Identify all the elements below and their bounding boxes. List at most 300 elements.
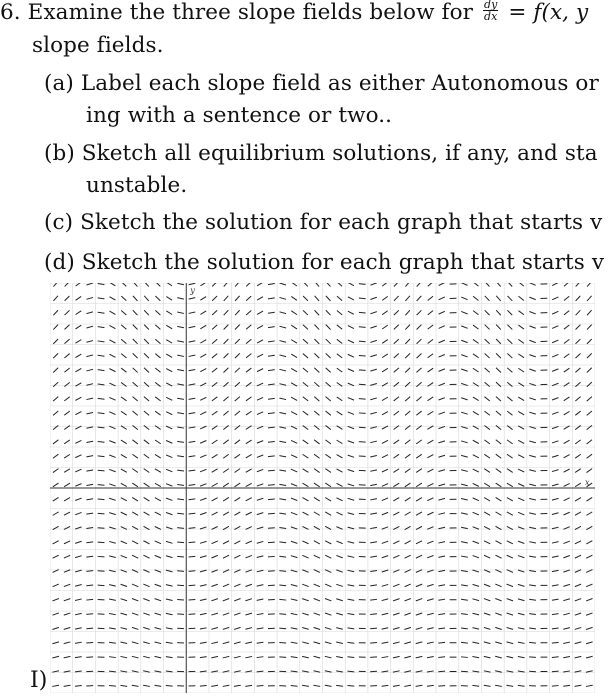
- slope-segment: [189, 513, 196, 514]
- slope-segment: [496, 512, 502, 516]
- slope-segment: [325, 555, 331, 558]
- slope-segment: [177, 599, 184, 600]
- slope-segment: [98, 427, 105, 428]
- slope-segment: [279, 628, 286, 629]
- slope-segment: [563, 599, 570, 601]
- slope-segment: [518, 368, 524, 372]
- slope-segment: [291, 440, 297, 443]
- slope-segment: [564, 469, 570, 472]
- part-c: [44, 210, 602, 235]
- slope-segment: [416, 440, 421, 444]
- slope-segment: [518, 628, 525, 629]
- slope-segment: [246, 411, 252, 415]
- slope-segment: [291, 412, 297, 415]
- slope-segment: [394, 325, 399, 330]
- slope-segment: [519, 283, 524, 286]
- part-a-label: (a): [44, 71, 74, 96]
- slope-segment: [109, 628, 116, 629]
- slope-segment: [337, 397, 343, 401]
- slope-segment: [496, 353, 501, 358]
- slope-segment: [326, 296, 331, 301]
- slope-segment: [552, 686, 559, 687]
- slope-segment: [575, 627, 582, 629]
- slope-segment: [200, 628, 207, 629]
- slope-segment: [223, 598, 229, 600]
- slope-segment: [552, 412, 558, 414]
- slope-segment: [552, 527, 559, 529]
- slope-segment: [416, 685, 423, 686]
- slope-segment: [246, 339, 251, 343]
- slope-segment: [245, 584, 251, 586]
- slope-segment: [109, 340, 115, 343]
- slope-segment: [268, 283, 275, 284]
- slope-segment: [166, 469, 172, 472]
- slope-segment: [314, 425, 319, 429]
- slope-segment: [461, 642, 468, 643]
- slope-segment: [132, 483, 138, 487]
- slope-segment: [235, 454, 241, 458]
- slope-segment: [212, 325, 217, 330]
- slope-segment: [325, 483, 331, 487]
- slope-segment: [587, 454, 592, 458]
- slope-segment: [189, 599, 196, 600]
- slope-segment: [359, 284, 366, 285]
- slope-segment: [291, 340, 297, 344]
- slope-segment: [336, 555, 342, 557]
- slope-segment: [370, 470, 377, 471]
- slope-segment: [86, 441, 93, 442]
- slope-segment: [473, 354, 479, 358]
- slope-segment: [587, 296, 592, 301]
- slope-segment: [302, 584, 308, 586]
- slope-segment: [587, 325, 592, 330]
- slope-segment: [200, 455, 206, 458]
- slope-segment: [416, 411, 421, 415]
- slope-segment: [416, 382, 421, 386]
- slope-segment: [552, 657, 559, 658]
- slope-segment: [394, 382, 399, 386]
- slope-segment: [64, 512, 70, 515]
- slope-segment: [370, 283, 376, 285]
- slope-segment: [257, 311, 263, 314]
- slope-segment: [575, 584, 581, 587]
- slope-segment: [246, 541, 252, 544]
- slope-segment: [53, 497, 59, 501]
- slope-segment: [279, 427, 286, 428]
- slope-segment: [586, 685, 593, 686]
- slope-segment: [200, 325, 206, 328]
- slope-segment: [529, 398, 535, 400]
- slope-segment: [496, 339, 501, 344]
- slope-segment: [155, 498, 161, 501]
- slope-segment: [224, 283, 228, 287]
- slope-segment: [245, 642, 252, 644]
- slope-segment: [359, 312, 366, 313]
- slope-segment: [370, 571, 377, 572]
- slope-segment: [212, 382, 217, 386]
- slope-segment: [52, 656, 59, 658]
- slope-segment: [133, 296, 138, 301]
- slope-segment: [472, 685, 479, 686]
- slope-segment: [518, 483, 524, 486]
- slope-segment: [382, 484, 388, 487]
- slope-segment: [268, 499, 275, 500]
- slope-segment: [177, 312, 184, 313]
- slope-segment: [394, 296, 399, 301]
- slope-segment: [405, 541, 411, 544]
- slope-segment: [552, 470, 559, 472]
- slope-segment: [53, 541, 59, 544]
- slope-segment: [53, 584, 59, 587]
- slope-segment: [53, 382, 58, 387]
- slope-segment: [461, 355, 467, 357]
- slope-segment: [166, 657, 173, 658]
- slope-segment: [473, 296, 478, 300]
- slope-segment: [348, 570, 355, 571]
- slope-segment: [200, 541, 207, 543]
- slope-segment: [234, 599, 240, 601]
- slope-segment: [563, 541, 569, 543]
- slope-segment: [75, 585, 82, 587]
- slope-segment: [438, 657, 445, 658]
- slope-segment: [484, 469, 490, 473]
- slope-segment: [166, 369, 172, 372]
- slope-segment: [121, 599, 127, 601]
- slope-segment: [337, 440, 343, 443]
- slope-segment: [438, 628, 445, 629]
- slope-segment: [382, 368, 388, 372]
- slope-segment: [257, 484, 263, 486]
- slope-segment: [268, 427, 275, 428]
- slope-segment: [552, 599, 559, 600]
- slope-segment: [86, 456, 93, 457]
- slope-segment: [109, 527, 116, 529]
- slope-segment: [496, 483, 502, 487]
- slope-segment: [64, 555, 70, 558]
- slope-segment: [166, 397, 172, 400]
- slope-segment: [575, 671, 582, 672]
- slope-segment: [53, 353, 58, 358]
- slope-segment: [155, 440, 161, 444]
- slope-segment: [428, 283, 433, 286]
- slope-segment: [337, 311, 342, 315]
- slope-segment: [337, 469, 343, 472]
- slope-segment: [144, 325, 149, 330]
- slope-segment: [382, 599, 389, 601]
- slope-segment: [121, 368, 126, 372]
- slope-segment: [473, 512, 479, 515]
- slope-segment: [382, 613, 389, 615]
- slope-segment: [303, 440, 309, 444]
- slope-segment: [370, 614, 377, 615]
- slope-segment: [64, 397, 69, 401]
- slope-segment: [257, 283, 263, 286]
- slope-segment: [575, 469, 581, 473]
- slope-segment: [257, 297, 263, 300]
- slope-segment: [223, 382, 228, 387]
- slope-segment: [155, 397, 160, 401]
- slope-segment: [144, 483, 150, 487]
- slope-segment: [439, 354, 445, 357]
- slope-segment: [348, 671, 355, 672]
- slope-segment: [98, 283, 105, 284]
- slope-segment: [268, 341, 275, 342]
- slope-segment: [405, 440, 410, 444]
- slope-segment: [132, 656, 139, 658]
- slope-segment: [98, 456, 105, 457]
- slope-segment: [529, 570, 536, 571]
- slope-segment: [439, 398, 445, 400]
- slope-segment: [382, 397, 388, 400]
- slope-segment: [405, 296, 410, 301]
- slope-segment: [64, 368, 69, 372]
- slope-segment: [75, 440, 81, 443]
- slope-segment: [302, 628, 309, 630]
- slope-segment: [121, 555, 127, 558]
- slope-segment: [393, 483, 399, 487]
- slope-segment: [552, 542, 559, 543]
- slope-segment: [257, 397, 263, 400]
- slope-segment: [291, 498, 297, 500]
- slope-segment: [314, 627, 320, 629]
- slope-segment: [257, 613, 264, 614]
- slope-segment: [109, 642, 116, 643]
- slope-segment: [200, 585, 207, 587]
- slope-segment: [326, 411, 331, 415]
- slope-segment: [212, 411, 218, 415]
- slope-segment: [461, 527, 468, 528]
- slope-segment: [177, 413, 184, 414]
- slope-segment: [189, 312, 196, 313]
- slope-segment: [75, 498, 81, 500]
- slope-segment: [507, 425, 512, 429]
- slope-segment: [75, 541, 81, 543]
- slope-segment: [496, 440, 501, 444]
- slope-segment: [337, 283, 342, 286]
- slope-segment: [155, 628, 162, 630]
- slope-segment: [303, 283, 308, 286]
- slope-segment: [348, 527, 355, 529]
- slope-segment: [428, 368, 434, 372]
- slope-segment: [427, 541, 433, 543]
- slope-segment: [200, 297, 206, 301]
- slope-segment: [518, 599, 525, 601]
- slope-segment: [336, 498, 342, 501]
- slope-segment: [393, 555, 399, 558]
- slope-segment: [121, 498, 127, 501]
- slope-segment: [507, 627, 514, 629]
- slope-segment: [121, 382, 126, 386]
- slope-segment: [291, 657, 298, 658]
- slope-segment: [279, 456, 286, 457]
- derivative-fraction: [483, 0, 498, 22]
- slope-segment: [496, 283, 500, 287]
- slope-segment: [552, 556, 559, 557]
- slope-segment: [224, 368, 229, 373]
- slope-segment: [110, 283, 116, 286]
- slope-segment: [155, 411, 161, 415]
- slope-segment: [235, 353, 240, 358]
- part-b: [44, 141, 598, 166]
- slope-segment: [576, 325, 581, 330]
- slope-segment: [166, 441, 172, 444]
- slope-segment: [587, 397, 592, 401]
- slope-segment: [257, 527, 264, 529]
- slope-segment: [155, 354, 160, 358]
- slope-segment: [370, 657, 377, 658]
- slope-segment: [177, 528, 184, 529]
- slope-segment: [257, 455, 263, 457]
- slope-segment: [314, 325, 319, 330]
- slope-segment: [314, 671, 321, 672]
- slope-segment: [303, 382, 308, 386]
- slope-segment: [98, 470, 105, 471]
- slope-segment: [75, 613, 82, 614]
- slope-segment: [438, 585, 445, 586]
- slope-segment: [291, 628, 298, 629]
- slope-segment: [279, 585, 286, 586]
- slope-segment: [177, 542, 184, 543]
- slope-segment: [563, 656, 570, 657]
- slope-segment: [359, 341, 366, 342]
- slope-segment: [484, 555, 490, 558]
- slope-segment: [189, 427, 196, 428]
- slope-segment: [370, 542, 377, 543]
- slope-segment: [177, 556, 184, 557]
- slope-segment: [382, 283, 387, 286]
- slope-segment: [98, 341, 105, 342]
- slope-segment: [200, 498, 206, 500]
- slope-segment: [177, 456, 184, 457]
- slope-segment: [405, 339, 410, 344]
- slope-segment: [212, 440, 218, 444]
- slope-segment: [144, 310, 149, 315]
- slope-segment: [495, 541, 501, 544]
- slope-segment: [382, 584, 389, 586]
- slope-segment: [393, 613, 399, 615]
- slope-segment: [86, 599, 93, 600]
- slope-segment: [212, 397, 217, 401]
- slope-segment: [359, 355, 366, 356]
- slope-segment: [552, 671, 559, 672]
- slope-segment: [302, 599, 308, 601]
- slope-segment: [496, 497, 502, 501]
- slope-segment: [518, 325, 523, 329]
- slope-segment: [177, 283, 184, 285]
- slope-segment: [166, 613, 173, 614]
- slope-segment: [75, 599, 82, 601]
- slope-segment: [370, 312, 376, 314]
- slope-segment: [484, 483, 490, 487]
- slope-segment: [336, 599, 343, 601]
- slope-segment: [563, 555, 569, 557]
- slope-segment: [121, 339, 126, 343]
- slope-segment: [382, 570, 389, 572]
- slope-segment: [461, 441, 468, 443]
- slope-segment: [279, 599, 286, 600]
- slope-segment: [348, 412, 354, 414]
- slope-segment: [484, 425, 489, 429]
- slope-segment: [166, 283, 172, 286]
- slope-segment: [416, 397, 421, 401]
- slope-segment: [529, 585, 536, 586]
- slope-segment: [416, 613, 422, 615]
- slope-segment: [223, 483, 229, 487]
- slope-segment: [144, 339, 149, 344]
- slope-segment: [564, 325, 569, 329]
- slope-segment: [575, 411, 580, 415]
- slope-segment: [484, 397, 489, 401]
- slope-segment: [314, 613, 320, 615]
- slope-segment: [280, 283, 287, 285]
- slope-segment: [132, 497, 138, 501]
- slope-segment: [224, 339, 229, 344]
- slope-segment: [563, 628, 570, 630]
- slope-segment: [428, 397, 434, 401]
- slope-segment: [461, 369, 467, 371]
- slope-segment: [303, 325, 308, 330]
- slope-segment: [291, 541, 297, 543]
- slope-segment: [325, 541, 331, 544]
- slope-segment: [382, 354, 388, 358]
- slope-segment: [484, 411, 489, 415]
- slope-segment: [211, 642, 218, 644]
- slope-segment: [473, 541, 479, 543]
- slope-segment: [212, 368, 217, 372]
- slope-segment: [473, 311, 478, 315]
- slope-segment: [507, 325, 512, 330]
- slope-segment: [495, 555, 501, 558]
- slope-segment: [587, 310, 592, 315]
- slope-segment: [507, 613, 513, 615]
- slope-segment: [53, 469, 59, 473]
- slope-segment: [291, 599, 298, 601]
- slope-segment: [370, 455, 377, 457]
- slope-segment: [133, 339, 138, 344]
- slope-segment: [212, 426, 218, 430]
- slope-segment: [223, 411, 228, 415]
- slope-segment: [337, 354, 342, 358]
- slope-segment: [473, 339, 479, 343]
- slope-segment: [75, 368, 81, 371]
- slope-segment: [211, 685, 218, 686]
- slope-segment: [132, 469, 138, 473]
- slope-segment: [98, 442, 105, 443]
- part-a-text: Label each slope field as either Autonomous or: [80, 71, 599, 96]
- slope-segment: [223, 671, 230, 672]
- slope-segment: [370, 628, 377, 629]
- slope-segment: [405, 469, 411, 473]
- slope-segment: [245, 628, 252, 630]
- slope-segment: [552, 369, 558, 372]
- slope-segment: [394, 411, 399, 415]
- slope-segment: [495, 627, 501, 629]
- slope-segment: [427, 671, 434, 672]
- slope-segment: [461, 513, 468, 514]
- slope-segment: [326, 382, 331, 386]
- slope-segment: [223, 425, 228, 429]
- part-a: [44, 71, 599, 96]
- slope-segment: [348, 585, 355, 586]
- slope-segment: [279, 527, 286, 528]
- slope-segment: [223, 512, 229, 515]
- slope-segment: [75, 512, 81, 514]
- slope-segment: [348, 642, 355, 643]
- slope-segment: [257, 686, 264, 687]
- slope-segment: [564, 368, 570, 372]
- slope-segment: [359, 327, 366, 328]
- slope-segment: [348, 628, 355, 629]
